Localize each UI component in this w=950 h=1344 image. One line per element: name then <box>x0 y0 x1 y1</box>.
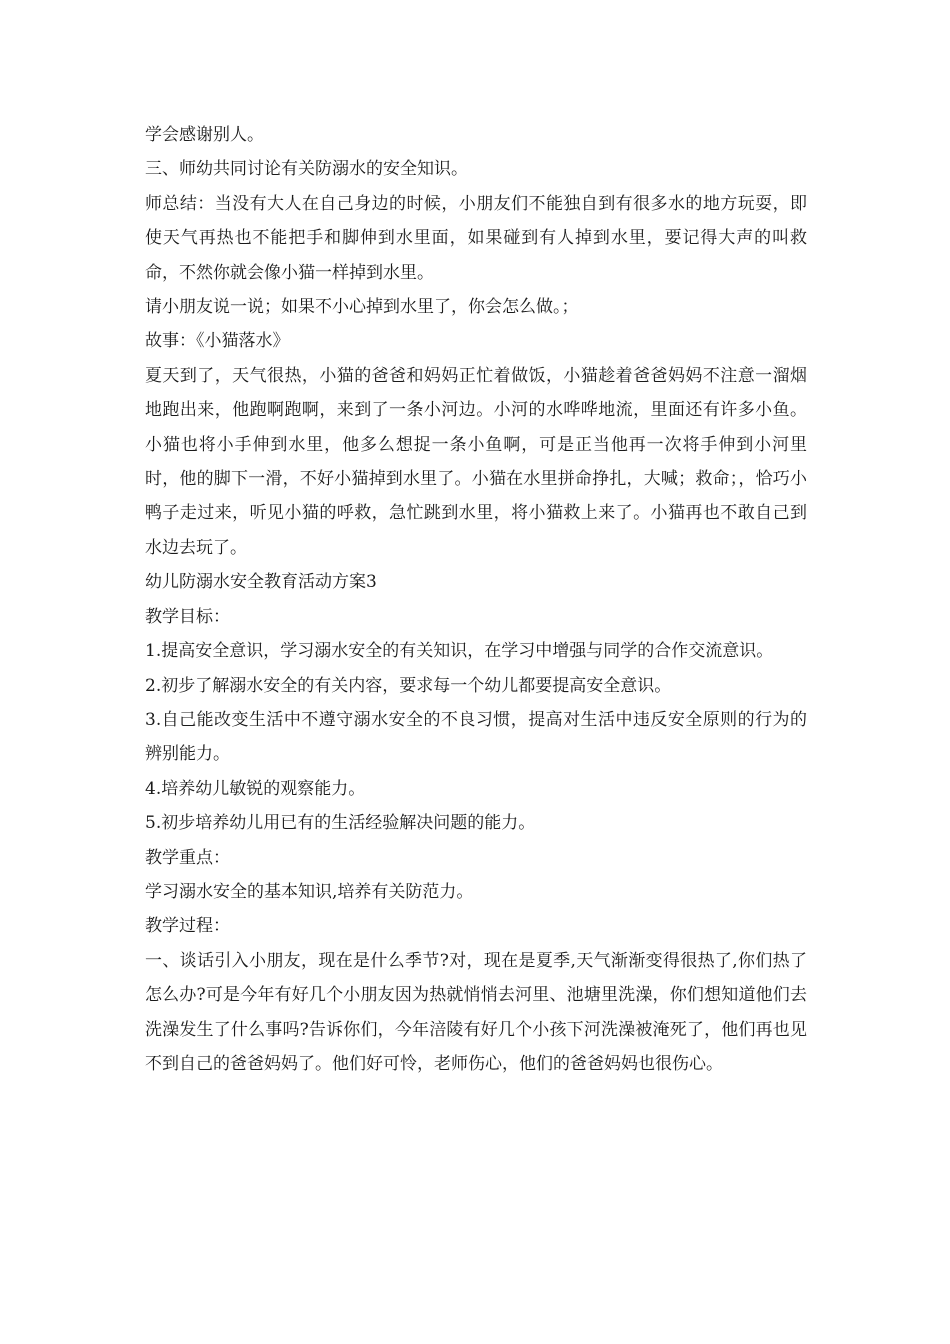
paragraph-goal-2: 2.初步了解溺水安全的有关内容，要求每一个幼儿都要提高安全意识。 <box>145 675 672 696</box>
paragraph-goals-heading: 教学目标： <box>145 606 230 627</box>
paragraph-focus-heading: 教学重点： <box>145 847 230 868</box>
paragraph-goal-3: 3.自己能改变生活中不遵守溺水安全的不良习惯，提高对生活中违反安全原则的行为的辨别能力。 <box>145 709 807 765</box>
paragraph-teacher-summary: 师总结：当没有大人在自己身边的时候，小朋友们不能独自到有很多水的地方玩耍，即使天气再热也不能把手和脚伸到水里面，如果碰到有人掉到水里，要记得大声的叫救命，不然你就会像小猫一样掉到水里。 <box>145 193 807 283</box>
paragraph-section-three-heading: 三、师幼共同讨论有关防溺水的安全知识。 <box>145 159 468 180</box>
paragraph-question-prompt: 请小朋友说一说；如果不小心掉到水里了，你会怎么做。； <box>145 297 579 318</box>
paragraph-story-body: 夏天到了，天气很热，小猫的爸爸和妈妈正忙着做饭，小猫趁着爸爸妈妈不注意一溜烟地跑出来，他跑啊跑啊，来到了一条小河边。小河的水哗哗地流，里面还有许多小鱼。小猫也将小手伸到水里，他多么想捉一条小鱼啊，可是正当他再一次将手伸到小河里时，他的脚下一滑，不好小猫掉到水里了。小猫在水里拼命挣扎，大喊；救命；，恰巧小鸭子走过来，听见小猫的呼救，急忙跳到水里，将小猫救上来了。小猫再也不敢自己到水边去玩了。 <box>145 365 807 558</box>
paragraph-focus-body: 学习溺水安全的基本知识,培养有关防范力。 <box>145 881 474 902</box>
paragraph-goal-5: 5.初步培养幼儿用已有的生活经验解决问题的能力。 <box>145 813 536 834</box>
paragraph-goal-4: 4.培养幼儿敏锐的观察能力。 <box>145 778 366 799</box>
paragraph-process-intro: 一、谈话引入小朋友，现在是什么季节?对，现在是夏季,天气渐渐变得很热了,你们热了怎么办?可是今年有好几个小朋友因为热就悄悄去河里、池塘里洗澡，你们想知道他们去洗澡发生了什么事吗?告诉你们，今年涪陵有好几个小孩下河洗澡被淹死了，他们再也见不到自己的爸爸妈妈了。他们好可怜，老师伤心，他们的爸爸妈妈也很伤心。 <box>145 950 807 1074</box>
document-body <box>145 118 807 1081</box>
paragraph-process-heading: 教学过程： <box>145 916 230 937</box>
paragraph-goal-1: 1.提高安全意识，学习溺水安全的有关知识，在学习中增强与同学的合作交流意识。 <box>145 641 774 662</box>
paragraph-plan-title: 幼儿防溺水安全教育活动方案3 <box>145 572 377 593</box>
paragraph-story-title: 故事：《小猫落水》 <box>145 331 290 352</box>
paragraph-thank-others: 学会感谢别人。 <box>145 125 264 145</box>
